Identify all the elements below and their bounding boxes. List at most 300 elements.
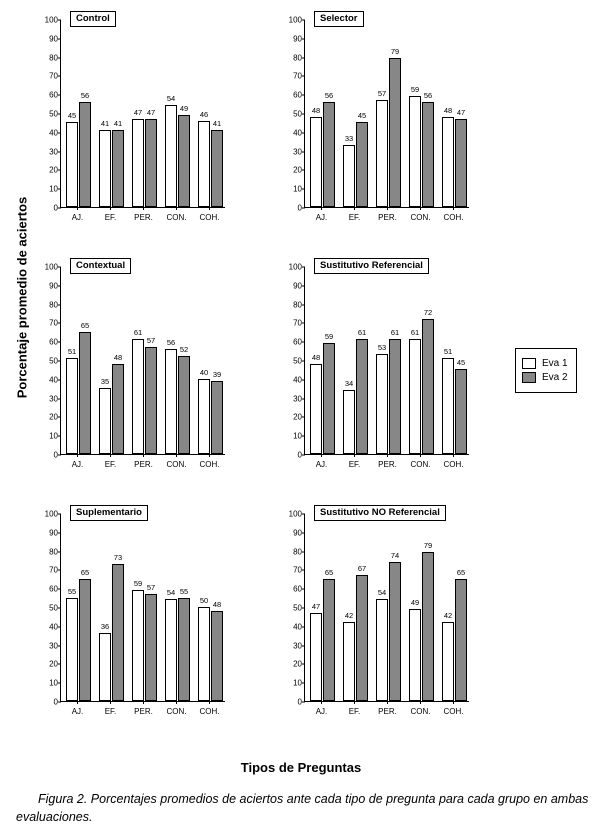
x-tick-mark <box>387 454 388 457</box>
y-tick-label: 10 <box>49 678 58 688</box>
x-tick-mark <box>77 701 78 704</box>
legend-label-eva2: Eva 2 <box>542 372 568 383</box>
x-tick-label: CON. <box>166 460 187 469</box>
y-tick-label: 80 <box>49 53 58 63</box>
x-tick-mark <box>354 454 355 457</box>
x-tick-mark <box>321 701 322 704</box>
bar-value-label: 51 <box>67 347 77 357</box>
bar-eva2 <box>455 119 467 207</box>
bar-value-label: 57 <box>146 335 156 345</box>
x-tick-label: CON. <box>166 213 187 222</box>
bar-group <box>193 267 226 469</box>
chart-panel <box>262 8 477 238</box>
bar-value-label: 59 <box>410 85 420 95</box>
bar-group <box>61 20 94 222</box>
y-tick-label: 10 <box>293 184 302 194</box>
bar-value-label: 65 <box>80 567 90 577</box>
chart-panel <box>18 502 233 732</box>
x-tick-mark <box>143 454 144 457</box>
bar-group <box>437 267 470 469</box>
bar-eva2 <box>211 381 223 454</box>
bar-value-label: 57 <box>146 582 156 592</box>
bar-value-label: 65 <box>324 567 334 577</box>
x-tick-mark <box>77 454 78 457</box>
x-tick-mark <box>420 454 421 457</box>
y-tick-mark <box>58 208 61 209</box>
bar-eva2 <box>145 594 157 701</box>
bar-eva1 <box>343 390 355 454</box>
bar-eva1 <box>198 121 210 207</box>
y-tick-mark <box>302 455 305 456</box>
y-tick-label: 90 <box>49 281 58 291</box>
bar-eva2 <box>356 122 368 207</box>
bar-value-label: 55 <box>179 586 189 596</box>
bar-group <box>371 514 404 716</box>
x-tick-mark <box>209 454 210 457</box>
legend-label-eva1: Eva 1 <box>542 358 568 369</box>
legend-swatch-eva1 <box>522 358 536 369</box>
bar-value-label: 48 <box>443 105 453 115</box>
x-tick-mark <box>387 701 388 704</box>
x-tick-label: CON. <box>410 460 431 469</box>
bar-group <box>193 20 226 222</box>
bar-value-label: 49 <box>410 597 420 607</box>
bar-value-label: 61 <box>410 328 420 338</box>
x-tick-label: EF. <box>348 707 361 716</box>
x-tick-mark <box>176 701 177 704</box>
bar-value-label: 54 <box>166 94 176 104</box>
bar-eva1 <box>376 354 388 454</box>
y-tick-label: 60 <box>293 337 302 347</box>
y-tick-label: 80 <box>293 300 302 310</box>
bar-value-label: 65 <box>456 567 466 577</box>
bar-eva1 <box>132 590 144 701</box>
y-tick-label: 70 <box>293 565 302 575</box>
bar-value-label: 54 <box>166 588 176 598</box>
bar-value-label: 74 <box>390 550 400 560</box>
y-tick-label: 0 <box>53 450 58 460</box>
bar-group <box>94 20 127 222</box>
y-tick-label: 70 <box>49 318 58 328</box>
y-tick-label: 0 <box>297 450 302 460</box>
x-tick-mark <box>420 701 421 704</box>
y-tick-label: 50 <box>293 603 302 613</box>
bar-value-label: 41 <box>100 118 110 128</box>
y-tick-label: 60 <box>49 584 58 594</box>
bar-value-label: 73 <box>113 552 123 562</box>
y-tick-label: 100 <box>44 15 58 25</box>
x-tick-mark <box>209 207 210 210</box>
bar-group <box>305 267 338 469</box>
bar-eva2 <box>422 552 434 701</box>
y-tick-label: 90 <box>49 34 58 44</box>
y-tick-mark <box>58 702 61 703</box>
y-tick-label: 0 <box>297 203 302 213</box>
bar-value-label: 56 <box>423 90 433 100</box>
bar-value-label: 57 <box>377 88 387 98</box>
x-tick-mark <box>176 207 177 210</box>
figure-caption <box>16 790 590 826</box>
y-tick-label: 30 <box>49 394 58 404</box>
legend-swatch-eva2 <box>522 372 536 383</box>
x-tick-label: PER. <box>134 460 153 469</box>
y-tick-label: 10 <box>293 678 302 688</box>
x-tick-label: EF. <box>104 707 117 716</box>
panel-title: Control <box>70 11 116 27</box>
bar-eva2 <box>112 564 124 701</box>
y-tick-label: 100 <box>288 262 302 272</box>
x-tick-label: CON. <box>166 707 187 716</box>
bar-eva1 <box>198 607 210 701</box>
bar-group <box>94 267 127 469</box>
x-tick-mark <box>321 207 322 210</box>
bar-eva1 <box>310 364 322 454</box>
bar-value-label: 45 <box>67 111 77 121</box>
bar-group <box>127 20 160 222</box>
x-tick-label: AJ. <box>315 460 328 469</box>
y-tick-label: 100 <box>288 509 302 519</box>
x-tick-label: EF. <box>104 213 117 222</box>
bar-value-label: 47 <box>146 107 156 117</box>
panel-title: Contextual <box>70 258 131 274</box>
x-tick-label: COH. <box>443 707 464 716</box>
y-tick-label: 90 <box>293 281 302 291</box>
y-tick-label: 60 <box>293 90 302 100</box>
bar-group <box>404 267 437 469</box>
y-tick-label: 90 <box>49 528 58 538</box>
bar-eva1 <box>310 613 322 701</box>
x-tick-mark <box>176 454 177 457</box>
bar-value-label: 61 <box>390 328 400 338</box>
bar-group <box>437 514 470 716</box>
x-tick-label: PER. <box>378 213 397 222</box>
y-tick-label: 40 <box>293 128 302 138</box>
x-tick-mark <box>321 454 322 457</box>
chart-panel <box>262 255 477 485</box>
bar-eva2 <box>422 102 434 207</box>
bar-value-label: 56 <box>80 90 90 100</box>
bar-value-label: 56 <box>166 337 176 347</box>
bar-value-label: 49 <box>179 103 189 113</box>
y-tick-label: 30 <box>49 147 58 157</box>
x-tick-mark <box>387 207 388 210</box>
x-tick-label: PER. <box>378 707 397 716</box>
bar-eva1 <box>343 145 355 207</box>
bar-eva1 <box>132 119 144 207</box>
y-tick-label: 0 <box>53 697 58 707</box>
bar-eva2 <box>323 579 335 701</box>
x-tick-label: AJ. <box>71 213 84 222</box>
x-tick-label: AJ. <box>315 213 328 222</box>
bar-eva1 <box>376 100 388 207</box>
y-tick-label: 20 <box>49 659 58 669</box>
x-tick-mark <box>420 207 421 210</box>
panel-title: Sustitutivo Referencial <box>314 258 429 274</box>
x-tick-mark <box>143 207 144 210</box>
y-tick-label: 50 <box>49 356 58 366</box>
y-tick-label: 70 <box>293 71 302 81</box>
bar-value-label: 40 <box>199 367 209 377</box>
bar-group <box>193 514 226 716</box>
chart-panel <box>18 8 233 238</box>
x-tick-mark <box>453 454 454 457</box>
x-tick-mark <box>110 454 111 457</box>
y-tick-mark <box>302 702 305 703</box>
bar-value-label: 51 <box>443 347 453 357</box>
bar-value-label: 35 <box>100 377 110 387</box>
y-tick-label: 20 <box>293 412 302 422</box>
bar-eva2 <box>211 130 223 207</box>
bar-eva2 <box>323 343 335 454</box>
bar-value-label: 55 <box>67 586 77 596</box>
bar-value-label: 41 <box>113 118 123 128</box>
bar-group <box>127 267 160 469</box>
y-tick-label: 70 <box>49 565 58 575</box>
y-tick-label: 0 <box>53 203 58 213</box>
y-tick-label: 80 <box>293 547 302 557</box>
bar-group <box>61 267 94 469</box>
y-tick-label: 50 <box>293 356 302 366</box>
bar-value-label: 67 <box>357 564 367 574</box>
bar-value-label: 39 <box>212 369 222 379</box>
panel-title: Suplementario <box>70 505 148 521</box>
bar-eva2 <box>178 598 190 701</box>
bar-value-label: 48 <box>113 352 123 362</box>
bar-value-label: 79 <box>423 541 433 551</box>
bar-eva1 <box>442 117 454 207</box>
bar-eva2 <box>323 102 335 207</box>
bar-value-label: 50 <box>199 596 209 605</box>
bar-group <box>437 20 470 222</box>
bar-value-label: 42 <box>344 611 354 621</box>
bar-value-label: 45 <box>456 358 466 368</box>
bar-group <box>371 267 404 469</box>
x-tick-label: EF. <box>104 460 117 469</box>
y-tick-label: 60 <box>49 90 58 100</box>
panel-title: Selector <box>314 11 364 27</box>
y-tick-label: 50 <box>49 109 58 119</box>
x-tick-label: PER. <box>134 707 153 716</box>
bar-eva2 <box>389 562 401 701</box>
y-tick-label: 30 <box>293 641 302 651</box>
panel-title: Sustitutivo NO Referencial <box>314 505 446 521</box>
y-tick-label: 90 <box>293 34 302 44</box>
bar-eva1 <box>99 130 111 207</box>
y-tick-label: 80 <box>49 547 58 557</box>
bar-eva2 <box>389 339 401 454</box>
bar-value-label: 59 <box>133 579 143 589</box>
bar-eva1 <box>66 122 78 207</box>
bar-value-label: 48 <box>311 352 321 362</box>
bar-group <box>61 514 94 716</box>
bar-eva1 <box>409 609 421 701</box>
bar-value-label: 61 <box>357 328 367 338</box>
bar-value-label: 72 <box>423 307 433 317</box>
bar-value-label: 33 <box>344 133 354 143</box>
x-tick-mark <box>453 207 454 210</box>
caption-line-2: para cada grupo en ambas evaluaciones. <box>16 792 589 825</box>
y-tick-label: 80 <box>293 53 302 63</box>
bar-eva1 <box>132 339 144 454</box>
bar-value-label: 48 <box>212 599 222 609</box>
bar-eva2 <box>145 347 157 454</box>
y-tick-label: 50 <box>293 109 302 119</box>
y-tick-label: 60 <box>293 584 302 594</box>
bar-group <box>338 20 371 222</box>
bar-eva1 <box>198 379 210 454</box>
bar-group <box>338 514 371 716</box>
y-tick-label: 40 <box>49 622 58 632</box>
bar-value-label: 46 <box>199 109 209 119</box>
y-tick-label: 10 <box>293 431 302 441</box>
y-tick-label: 0 <box>297 697 302 707</box>
x-tick-mark <box>453 701 454 704</box>
y-tick-label: 70 <box>49 71 58 81</box>
bar-group <box>404 514 437 716</box>
chart-panel <box>18 255 233 485</box>
bar-value-label: 36 <box>100 622 110 632</box>
y-tick-label: 10 <box>49 184 58 194</box>
y-tick-label: 30 <box>49 641 58 651</box>
y-tick-label: 20 <box>49 412 58 422</box>
bar-eva2 <box>178 356 190 454</box>
y-tick-mark <box>58 455 61 456</box>
bar-value-label: 61 <box>133 328 143 338</box>
x-tick-mark <box>354 701 355 704</box>
y-tick-label: 30 <box>293 394 302 404</box>
bar-group <box>338 267 371 469</box>
bar-eva2 <box>455 579 467 701</box>
bar-group <box>160 514 193 716</box>
x-tick-label: AJ. <box>315 707 328 716</box>
bar-eva1 <box>165 349 177 454</box>
x-tick-label: PER. <box>378 460 397 469</box>
bar-eva1 <box>409 96 421 207</box>
y-tick-label: 50 <box>49 603 58 613</box>
y-axis-label: Porcentaje promedio de aciertos <box>14 196 30 399</box>
bar-eva1 <box>66 358 78 454</box>
bar-eva2 <box>112 364 124 454</box>
bar-value-label: 47 <box>456 107 466 117</box>
y-tick-label: 80 <box>49 300 58 310</box>
bar-group <box>160 267 193 469</box>
x-tick-label: COH. <box>443 213 464 222</box>
bar-group <box>305 514 338 716</box>
x-tick-label: PER. <box>134 213 153 222</box>
legend-item-eva2 <box>522 372 568 383</box>
x-tick-mark <box>143 701 144 704</box>
bar-value-label: 79 <box>390 47 400 57</box>
x-tick-mark <box>354 207 355 210</box>
x-tick-label: AJ. <box>71 707 84 716</box>
y-tick-label: 20 <box>293 659 302 669</box>
y-tick-label: 10 <box>49 431 58 441</box>
bar-eva2 <box>356 339 368 454</box>
bar-value-label: 41 <box>212 118 222 128</box>
bar-value-label: 53 <box>377 343 387 353</box>
bar-eva2 <box>178 115 190 207</box>
x-tick-label: CON. <box>410 707 431 716</box>
x-tick-label: EF. <box>348 213 361 222</box>
bar-eva2 <box>389 58 401 207</box>
y-tick-label: 20 <box>293 165 302 175</box>
bar-eva1 <box>343 622 355 701</box>
x-tick-label: COH. <box>199 707 220 716</box>
x-tick-mark <box>110 701 111 704</box>
bar-value-label: 48 <box>311 105 321 115</box>
bar-value-label: 59 <box>324 332 334 342</box>
y-tick-label: 40 <box>49 375 58 385</box>
bar-eva1 <box>165 105 177 207</box>
bar-eva2 <box>79 102 91 207</box>
bar-value-label: 56 <box>324 90 334 100</box>
bar-value-label: 65 <box>80 320 90 330</box>
y-tick-label: 100 <box>288 15 302 25</box>
x-tick-label: COH. <box>443 460 464 469</box>
bar-group <box>160 20 193 222</box>
legend-item-eva1 <box>522 358 568 369</box>
y-tick-label: 70 <box>293 318 302 328</box>
bar-eva2 <box>211 611 223 701</box>
bar-group <box>127 514 160 716</box>
bar-value-label: 34 <box>344 379 354 389</box>
x-tick-label: CON. <box>410 213 431 222</box>
bar-group <box>404 20 437 222</box>
bar-eva1 <box>66 598 78 701</box>
bar-eva2 <box>112 130 124 207</box>
x-axis-label: Tipos de Preguntas <box>240 760 362 775</box>
bar-eva2 <box>455 369 467 454</box>
x-tick-label: AJ. <box>71 460 84 469</box>
y-tick-label: 40 <box>293 375 302 385</box>
bar-eva1 <box>99 388 111 454</box>
bar-eva2 <box>145 119 157 207</box>
x-tick-mark <box>209 701 210 704</box>
bar-value-label: 47 <box>311 601 321 611</box>
bar-eva1 <box>442 358 454 454</box>
x-tick-label: EF. <box>348 460 361 469</box>
y-tick-label: 60 <box>49 337 58 347</box>
y-tick-label: 100 <box>44 262 58 272</box>
y-tick-label: 20 <box>49 165 58 175</box>
y-tick-label: 90 <box>293 528 302 538</box>
caption-line-1: Figura 2. Porcentajes promedios de aciertos ante cada tipo de pregunta <box>38 792 436 806</box>
x-tick-mark <box>77 207 78 210</box>
bar-eva2 <box>79 579 91 701</box>
y-tick-label: 30 <box>293 147 302 157</box>
bar-eva1 <box>442 622 454 701</box>
bar-value-label: 54 <box>377 588 387 598</box>
legend <box>515 348 577 393</box>
bar-eva2 <box>422 319 434 454</box>
bar-eva1 <box>310 117 322 207</box>
bar-value-label: 42 <box>443 611 453 621</box>
bar-value-label: 45 <box>357 111 367 121</box>
bar-eva1 <box>165 599 177 701</box>
x-tick-mark <box>110 207 111 210</box>
bar-value-label: 52 <box>179 345 189 355</box>
bar-group <box>371 20 404 222</box>
bar-eva1 <box>99 633 111 701</box>
y-tick-label: 40 <box>293 622 302 632</box>
x-tick-label: COH. <box>199 213 220 222</box>
bar-group <box>94 514 127 716</box>
bar-eva1 <box>409 339 421 454</box>
bar-value-label: 47 <box>133 107 143 117</box>
bar-eva2 <box>79 332 91 454</box>
x-tick-label: COH. <box>199 460 220 469</box>
y-tick-mark <box>302 208 305 209</box>
